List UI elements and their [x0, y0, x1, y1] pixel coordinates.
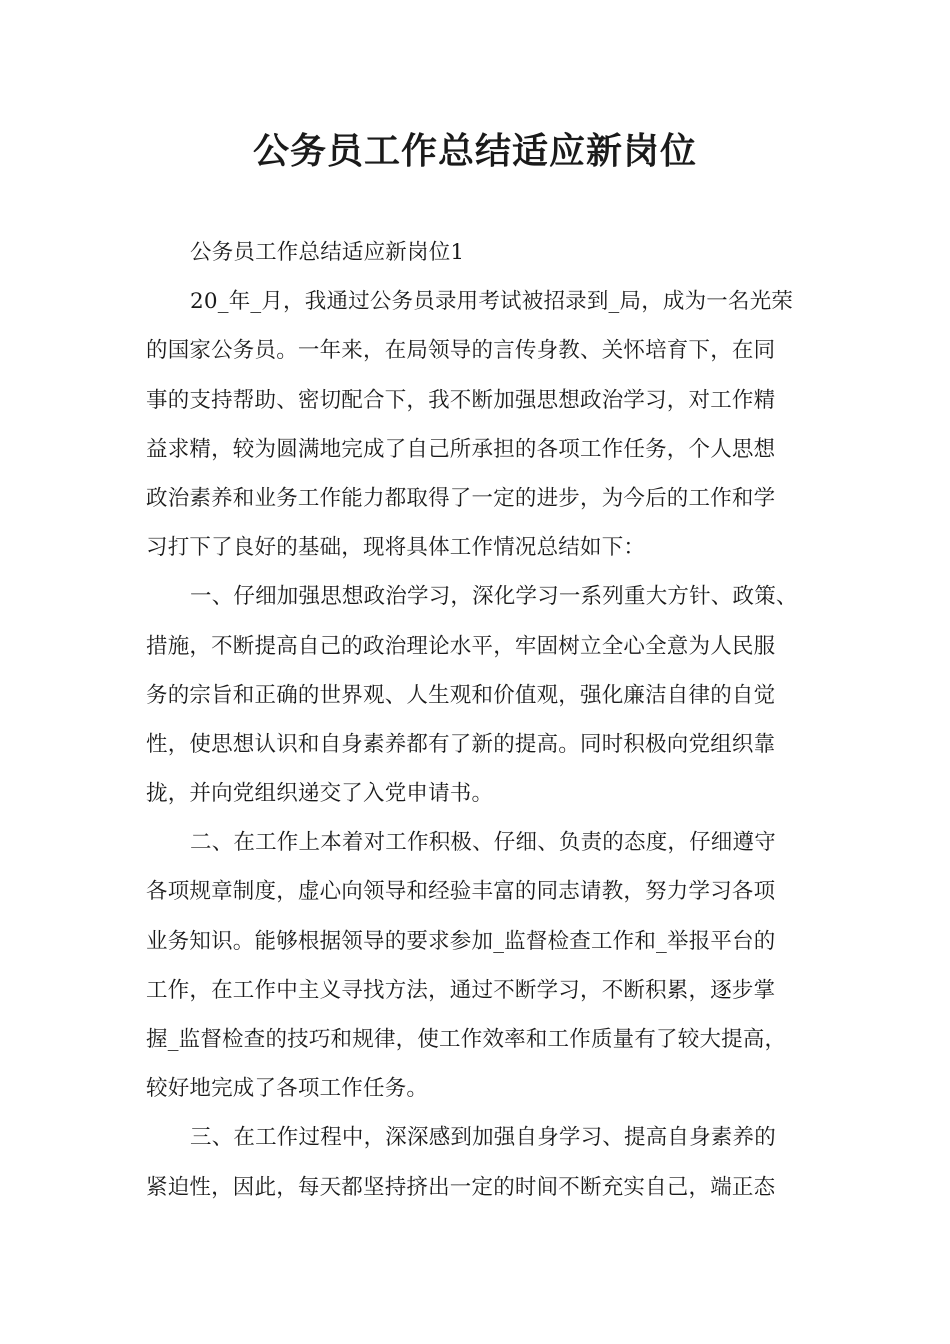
text-line: 性，使思想认识和自身素养都有了新的提高。同时积极向党组织靠 — [146, 731, 776, 757]
text-line: 握_监督检查的技巧和规律，使工作效率和工作质量有了较大提高， — [146, 1027, 787, 1052]
text-line: 措施，不断提高自己的政治理论水平，牢固树立全心全意为人民服 — [146, 633, 776, 659]
text-line: 工作，在工作中主义寻找方法，通过不断学习，不断积累，逐步掌 — [146, 977, 776, 1003]
text-line: 的国家公务员。一年来，在局领导的言传身教、关怀培育下，在同 — [146, 338, 776, 364]
document-body — [146, 228, 826, 1212]
text-line: 各项规章制度，虚心向领导和经验丰富的同志请教，努力学习各项 — [146, 879, 776, 905]
text-line: 习打下了良好的基础，现将具体工作情况总结如下： — [146, 535, 646, 561]
text-line: 二、在工作上本着对工作积极、仔细、负责的态度，仔细遵守 — [190, 830, 776, 856]
text-line: 三、在工作过程中，深深感到加强自身学习、提高自身素养的 — [190, 1125, 776, 1151]
text-line: 一、仔细加强思想政治学习，深化学习一系列重大方针、政策、 — [190, 584, 798, 610]
text-line: 较好地完成了各项工作任务。 — [146, 1076, 429, 1102]
text-line: 政治素养和业务工作能力都取得了一定的进步，为今后的工作和学 — [146, 485, 776, 511]
document-title: 公务员工作总结适应新岗位 — [252, 131, 697, 172]
text-line: 务的宗旨和正确的世界观、人生观和价值观，强化廉洁自律的自觉 — [146, 682, 776, 708]
text-line: 20_年_月，我通过公务员录用考试被招录到_局，成为一名光荣 — [190, 289, 794, 315]
text-line: 公务员工作总结适应新岗位1 — [190, 240, 465, 265]
text-line: 事的支持帮助、密切配合下，我不断加强思想政治学习，对工作精 — [146, 387, 776, 413]
text-line: 拢，并向党组织递交了入党申请书。 — [146, 781, 494, 807]
text-line: 业务知识。能够根据领导的要求参加_监督检查工作和_举报平台的 — [146, 928, 776, 954]
text-line: 益求精，较为圆满地完成了自己所承担的各项工作任务，个人思想 — [146, 436, 776, 462]
text-line: 紧迫性，因此，每天都坚持挤出一定的时间不断充实自己，端正态 — [146, 1174, 776, 1200]
